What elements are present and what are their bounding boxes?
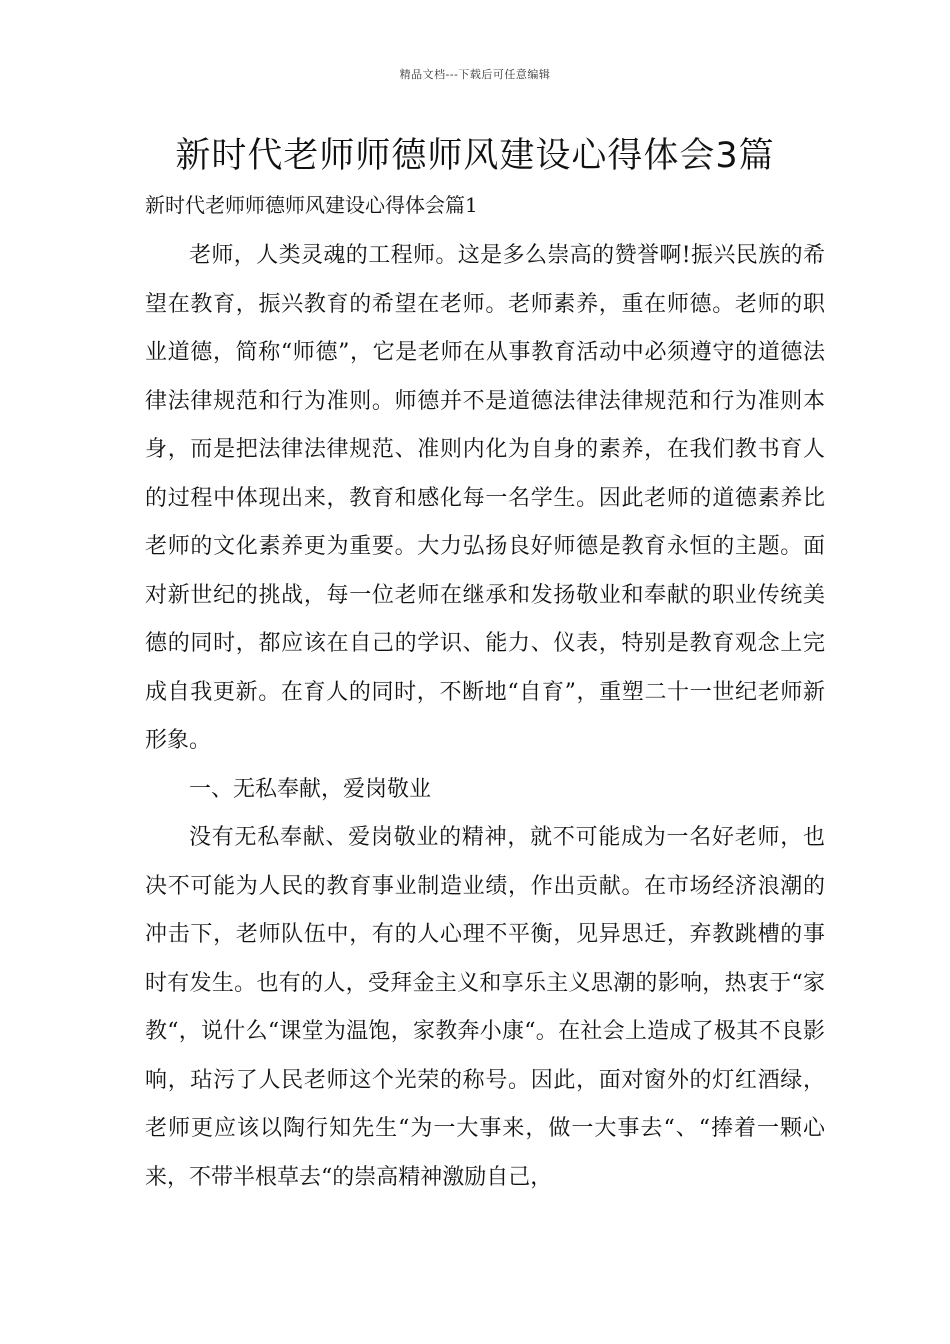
paragraph-dedication: 没有无私奉献、爱岗敬业的精神，就不可能成为一名好老师，也决不可能为人民的教育事业制造业绩，作出贡献。在市场经济浪潮的冲击下，老师队伍中，有的人心理不平衡，见异思迁，弃教跳槽的事时有发生。也有的人，受拜金主义和享乐主义思潮的影响，热衷于“家教“，说什么“课堂为温饱，家教奔小康“。在社会上造成了极其不良影响，玷污了人民老师这个光荣的称号。因此，面对窗外的灯红酒绿，老师更应该以陶行知先生“为一大事来，做一大事去“、“捧着一颗心来，不带半根草去“的崇高精神激励自己， [145,825,825,1190]
paragraph-subheading: 一、无私奉献，爱岗敬业 [189,776,432,802]
body-text [145,232,825,1202]
document-title: 新时代老师师德师风建设心得体会3篇 [175,136,775,176]
section-heading: 新时代老师师德师风建设心得体会篇1 [145,193,478,217]
paragraph-intro: 老师，人类灵魂的工程师。这是多么崇高的赞誉啊!振兴民族的希望在教育，振兴教育的希望在老师。老师素养，重在师德。老师的职业道德，简称“师德”，它是老师在从事教育活动中必须遵守的道德法律法律规范和行为准则。师德并不是道德法律法律规范和行为准则本身，而是把法律法律规范、准则内化为自身的素养，在我们教书育人的过程中体现出来，教育和感化每一名学生。因此老师的道德素养比老师的文化素养更为重要。大力弘扬良好师德是教育永恒的主题。面对新世纪的挑战，每一位老师在继承和发扬敬业和奉献的职业传统美德的同时，都应该在自己的学识、能力、仪表，特别是教育观念上完成自我更新。在育人的同时，不断地“自育”，重塑二十一世纪老师新形象。 [145,243,825,753]
header-note: 精品文档---下载后可任意编辑 [399,68,551,81]
